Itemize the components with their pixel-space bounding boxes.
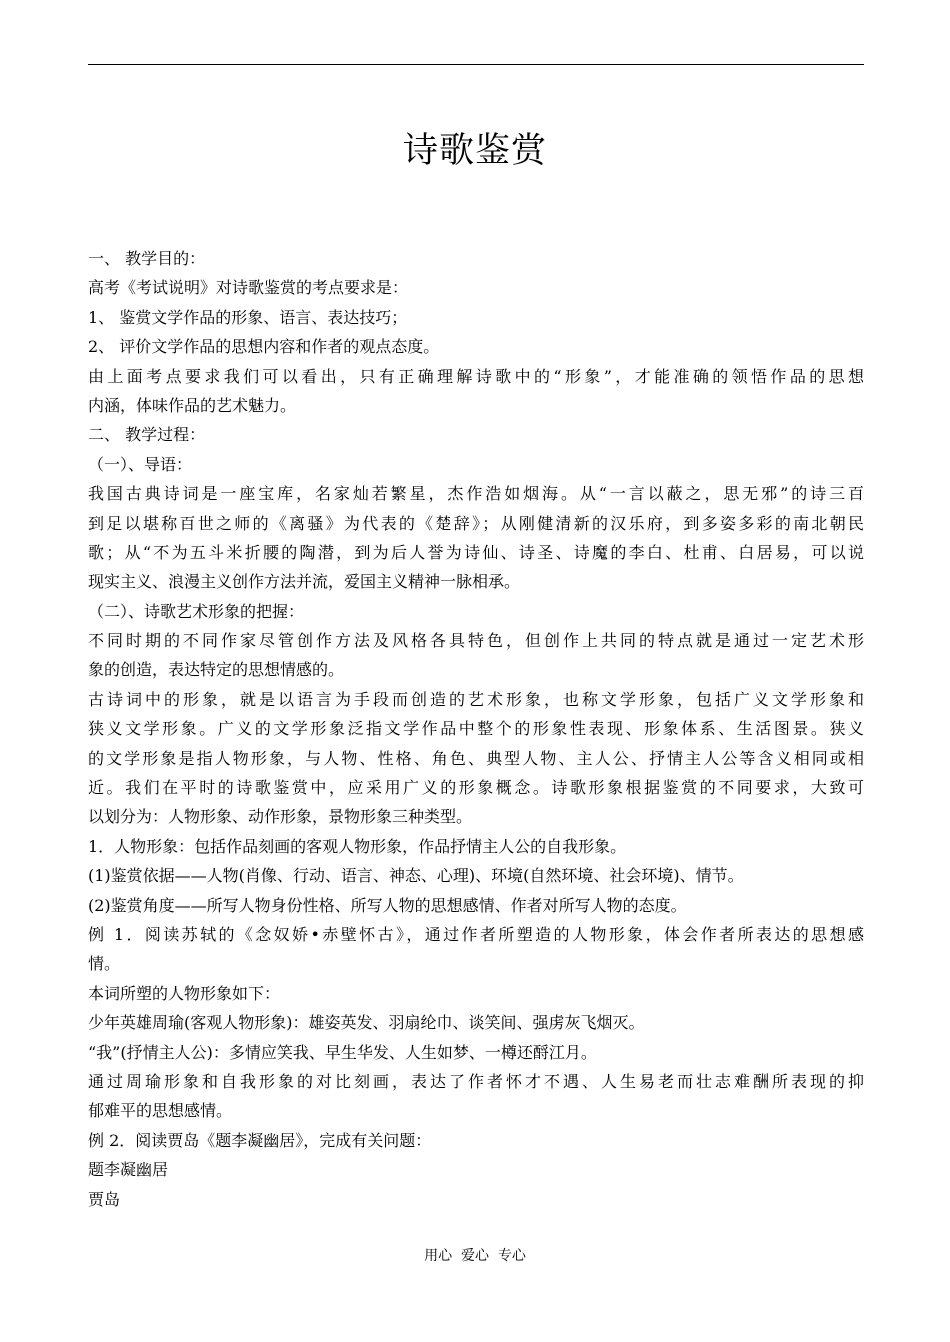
- paragraph-line: 古诗词中的形象，就是以语言为手段而创造的艺术形象，也称文学形象，包括广义文学形象和: [88, 689, 864, 709]
- paragraph-line: 现实主义、浪漫主义创作方法并流，爱国主义精神一脉相承。: [88, 572, 521, 592]
- header-rule: [88, 64, 864, 65]
- paragraph-line: 由上面考点要求我们可以看出，只有正确理解诗歌中的“形象”，才能准确的领悟作品的思想: [88, 366, 864, 386]
- paragraph-line: 的文学形象是指人物形象，与人物、性格、角色、典型人物、主人公、抒情主人公等含义相同或相: [88, 748, 864, 768]
- section-heading: 二、 教学过程：: [88, 425, 206, 445]
- paragraph-line: (1)鉴赏依据——人物(肖像、行动、语言、神态、心理)、环境(自然环境、社会环境)、情节。: [88, 866, 744, 886]
- paragraph-line: 内涵，体味作品的艺术魅力。: [88, 395, 297, 415]
- poem-title: 题李凝幽居: [88, 1160, 169, 1180]
- page-title: 诗歌鉴赏: [402, 131, 547, 171]
- paragraph-line: 我国古典诗词是一座宝库，名家灿若繁星，杰作浩如烟海。从“一言以蔽之，思无邪”的诗三百: [88, 484, 864, 504]
- paragraph-line: 狭义文学形象。广义的文学形象泛指文学作品中整个的形象性表现、形象体系、生活图景。狭义: [88, 719, 864, 739]
- paragraph-line: 少年英雄周瑜(客观人物形象)：雄姿英发、羽扇纶巾、谈笑间、强虏灰飞烟灭。: [88, 1013, 645, 1033]
- document-body: [88, 244, 864, 1214]
- paragraph-line: 本词所塑的人物形象如下：: [88, 983, 281, 1003]
- paragraph-line: 通过周瑜形象和自我形象的对比刻画，表达了作者怀才不遇、人生易老而壮志难酬所表现的抑: [88, 1071, 864, 1091]
- paragraph-line: 情。: [88, 954, 121, 974]
- paragraph-line: 到足以堪称百世之师的《离骚》为代表的《楚辞》；从刚健清新的汉乐府，到多姿多彩的南北朝民: [88, 513, 864, 533]
- paragraph-line: 例 1．阅读苏轼的《念奴娇•赤壁怀古》，通过作者所塑造的人物形象，体会作者所表达的思想感: [88, 924, 864, 944]
- paragraph-line: 近。我们在平时的诗歌鉴赏中，应采用广义的形象概念。诗歌形象根据鉴赏的不同要求，大致可: [88, 778, 864, 798]
- poem-author: 贾岛: [88, 1189, 121, 1209]
- paragraph-line: 郁难平的思想感情。: [88, 1101, 233, 1121]
- paragraph-line: 高考《考试说明》对诗歌鉴赏的考点要求是：: [88, 278, 409, 298]
- page-footer: 用心 爱心 专心: [424, 1248, 526, 1264]
- paragraph-line: 象的创造，表达特定的思想情感的。: [88, 660, 345, 680]
- paragraph-line: 以划分为：人物形象、动作形象，景物形象三种类型。: [88, 807, 473, 827]
- paragraph-line: 歌；从“不为五斗米折腰的陶潜，到为后人誉为诗仙、诗圣、诗魔的李白、杜甫、白居易，可以说: [88, 542, 864, 562]
- paragraph-line: “我”(抒情主人公)：多情应笑我、早生华发、人生如梦、一樽还酹江月。: [88, 1042, 597, 1062]
- paragraph-line: (2)鉴赏角度——所写人物身份性格、所写人物的思想感情、作者对所写人物的态度。: [88, 895, 687, 915]
- paragraph-line: 1．人物形象：包括作品刻画的客观人物形象，作品抒情主人公的自我形象。: [88, 836, 627, 856]
- list-item: 1、 鉴赏文学作品的形象、语言、表达技巧；: [88, 307, 408, 327]
- list-item: 2、 评价文学作品的思想内容和作者的观点态度。: [88, 337, 440, 357]
- subsection-heading: （二）、诗歌艺术形象的把握：: [88, 601, 305, 621]
- section-heading: 一、 教学目的：: [88, 249, 206, 268]
- paragraph-line: 例 2．阅读贾岛《题李凝幽居》，完成有关问题：: [88, 1130, 432, 1150]
- subsection-heading: （一）、导语：: [88, 454, 193, 474]
- paragraph-line: 不同时期的不同作家尽管创作方法及风格各具特色，但创作上共同的特点就是通过一定艺术形: [88, 631, 864, 651]
